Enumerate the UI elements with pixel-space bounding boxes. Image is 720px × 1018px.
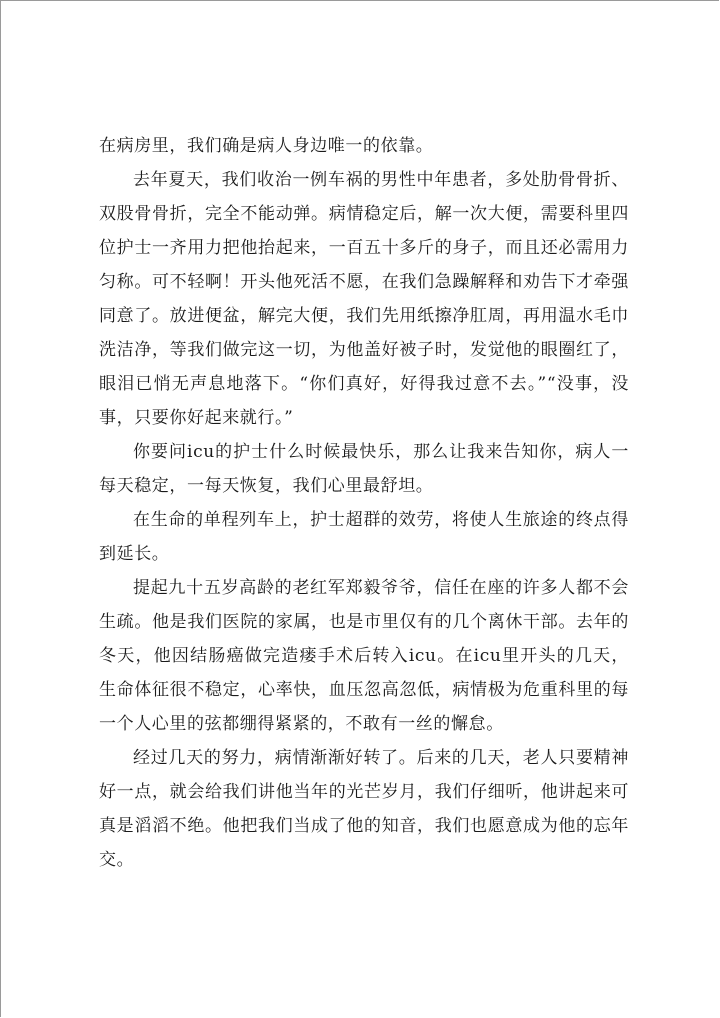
paragraph-4: 在生命的单程列车上，护士超群的效劳，将使人生旅途的终点得到延长。 bbox=[99, 510, 629, 564]
document-body bbox=[99, 129, 629, 877]
paragraph-2: 去年夏天，我们收治一例车祸的男性中年患者，多处肋骨骨折、双股骨骨折，完全不能动弹。病情稳定后，解一次大便，需要科里四位护士一齐用力把他抬起来，一百五十多斤的身子，而且还必需用力匀称。可不轻啊！开头他死活不愿，在我们急躁解释和劝告下才牵强同意了。放进便盆，解完大便，我们先用纸擦净肛周，再用温水毛巾洗洁净，等我们做完这一切，为他盖好被子时，发觉他的眼圈红了，眼泪已悄无声息地落下。“你们真好，好得我过意不去。”“没事，没事，只要你好起来就行。” bbox=[99, 170, 629, 428]
paragraph-1: 在病房里，我们确是病人身边唯一的依靠。 bbox=[99, 136, 434, 156]
paragraph-6: 经过几天的努力，病情渐渐好转了。后来的几天，老人只要精神好一点，就会给我们讲他当年的光芒岁月，我们仔细听，他讲起来可真是滔滔不绝。他把我们当成了他的知音，我们也愿意成为他的忘年交。 bbox=[99, 748, 629, 870]
paragraph-5: 提起九十五岁高龄的老红军郑毅爷爷，信任在座的许多人都不会生疏。他是我们医院的家属，也是市里仅有的几个离休干部。去年的冬天，他因结肠癌做完造瘘手术后转入icu。在icu里开头的几天，生命体征很不稳定，心率快，血压忽高忽低，病情极为危重科里的每一个人心里的弦都绷得紧紧的，不敢有一丝的懈怠。 bbox=[99, 578, 629, 734]
paragraph-3: 你要问icu的护士什么时候最快乐，那么让我来告知你，病人一每天稳定，一每天恢复，我们心里最舒坦。 bbox=[99, 442, 629, 496]
